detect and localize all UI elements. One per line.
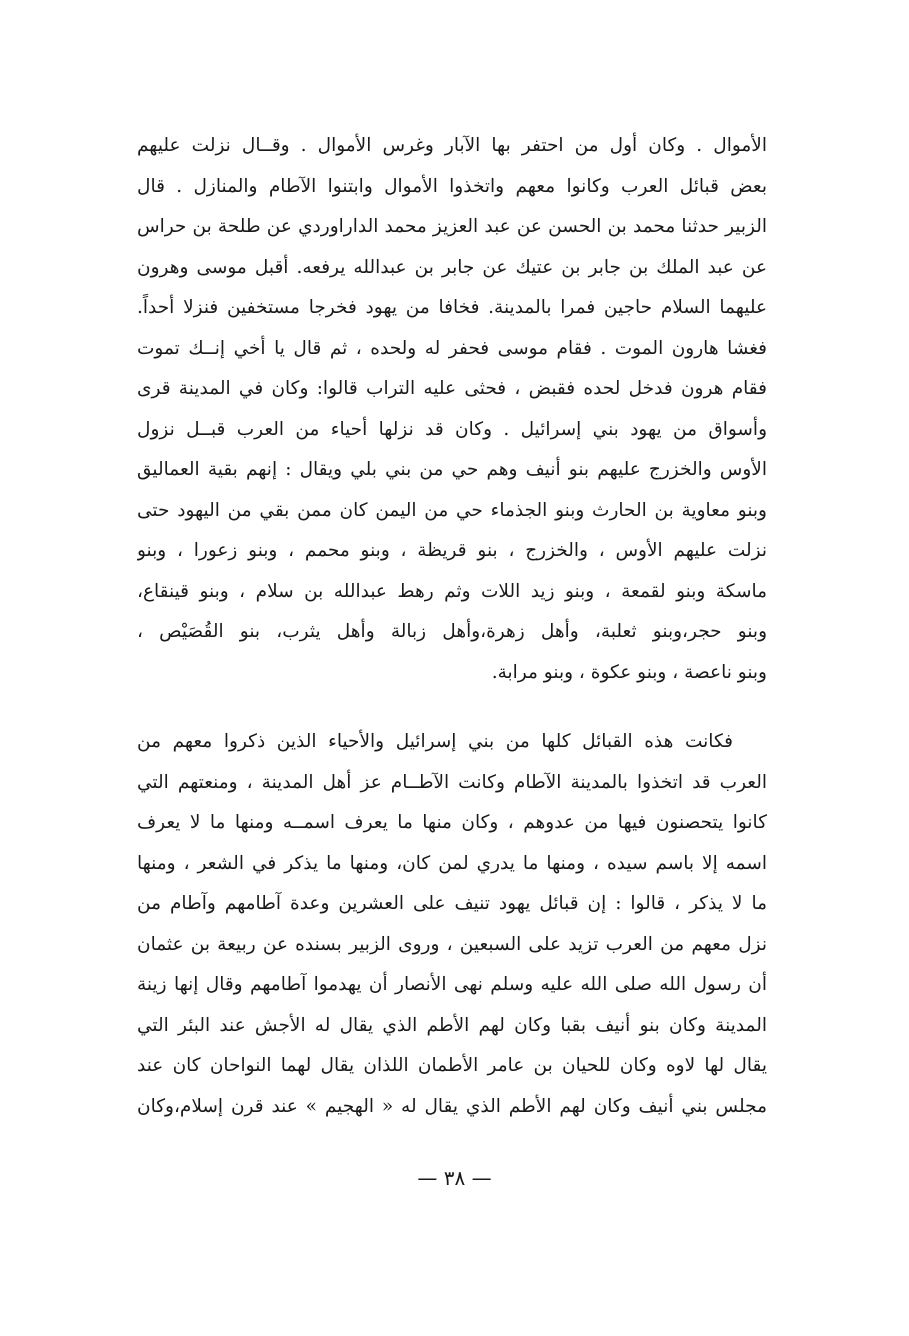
text-line: كانوا يتحصنون فيها من عدوهم ، وكان منها ما يعرف اسمــه ومنها ما لا يعرف — [137, 812, 767, 833]
text-line: بعض قبائل العرب وكانوا معهم واتخذوا الأموال وابتنوا الآطام والمنازل . قال — [137, 175, 767, 197]
text-line: نزلت عليهم الأوس ، والخزرج ، بنو قريظة ، وبنو محمم ، وبنو زعورا ، وبنو — [137, 540, 767, 561]
paragraph-2 — [137, 722, 767, 1127]
text-line: نزل معهم من العرب تزيد على السبعين ، وروى الزبير بسنده عن ربيعة بن عثمان — [137, 933, 767, 955]
text-line: وبنو ناعصة ، وبنو عكوة ، وبنو مرابة. — [491, 661, 767, 683]
text-line: المدينة وكان بنو أنيف بقبا وكان لهم الأطم الذي يقال له الأجش عند البئر التي — [137, 1014, 767, 1036]
text-line: فكانت هذه القبائل كلها من بني إسرائيل والأحياء الذين ذكروا معهم من — [137, 731, 733, 752]
page-number: — ٣٨ — — [417, 1166, 492, 1190]
text-line: أن رسول الله صلى الله عليه وسلم نهى الأنصار أن يهدموا آطامهم وقال إنها زينة — [137, 974, 767, 995]
text-line: العرب قد اتخذوا بالمدينة الآطام وكانت الآطــام عز أهل المدينة ، ومنعتهم التي — [137, 771, 767, 793]
text-line: وبنو حجر،وبنو ثعلبة، وأهل زهرة،وأهل زبالة وأهل يثرب، بنو القُصَيْص ، — [137, 621, 767, 642]
paragraph-1 — [137, 126, 767, 693]
text-line: ما لا يذكر ، قالوا : إن قبائل يهود تنيف على العشرين وعدة آطامهم وآطام من — [137, 893, 767, 914]
text-line: ماسكة وبنو لقمعة ، وبنو زيد اللات وثم رهط عبدالله بن سلام ، وبنو قينقاع، — [137, 580, 767, 602]
text-line: الأموال . وكان أول من احتفر بها الآبار وغرس الأموال . وقــال نزلت عليهم — [137, 135, 767, 156]
text-line: وأسواق من يهود بني إسرائيل . وكان قد نزلها أحياء من العرب قبــل نزول — [137, 418, 767, 440]
text-line: اسمه إلا باسم سيده ، ومنها ما يدري لمن كان، ومنها ما يذكر في الشعر ، ومنها — [137, 852, 767, 874]
text-line: عن عبد الملك بن جابر بن عتيك عن جابر بن عبدالله يرفعه. أقبل موسى وهرون — [137, 256, 767, 278]
text-line: فقام هرون فدخل لحده فقبض ، فحثى عليه التراب قالوا: وكان في المدينة قرى — [137, 378, 767, 399]
text-line: عليهما السلام حاجين فمرا بالمدينة. فخافا من يهود فخرجا مستخفين فنزلا أحداً. — [137, 297, 767, 318]
text-line: الأوس والخزرج عليهم بنو أنيف وهم حي من بني بلي ويقال : إنهم بقية العماليق — [137, 459, 767, 480]
text-line: وبنو معاوية بن الحارث وبنو الجذماء حي من اليمن كان ممن بقي من اليهود حتى — [137, 499, 767, 521]
text-line: الزبير حدثنا محمد بن الحسن عن عبد العزيز محمد الداراوردي عن طلحة بن حراس — [137, 216, 767, 237]
text-line: فغشا هارون الموت . فقام موسى فحفر له ولحده ، ثم قال يا أخي إنــك تموت — [137, 337, 767, 359]
text-line: يقال لها لاوه وكان للحيان بن عامر الأطمان اللذان يقال لهما النواحان كان عند — [137, 1055, 767, 1076]
text-line: مجلس بني أنيف وكان لهم الأطم الذي يقال له « الهجيم » عند قرن إسلام،وكان — [137, 1095, 767, 1117]
